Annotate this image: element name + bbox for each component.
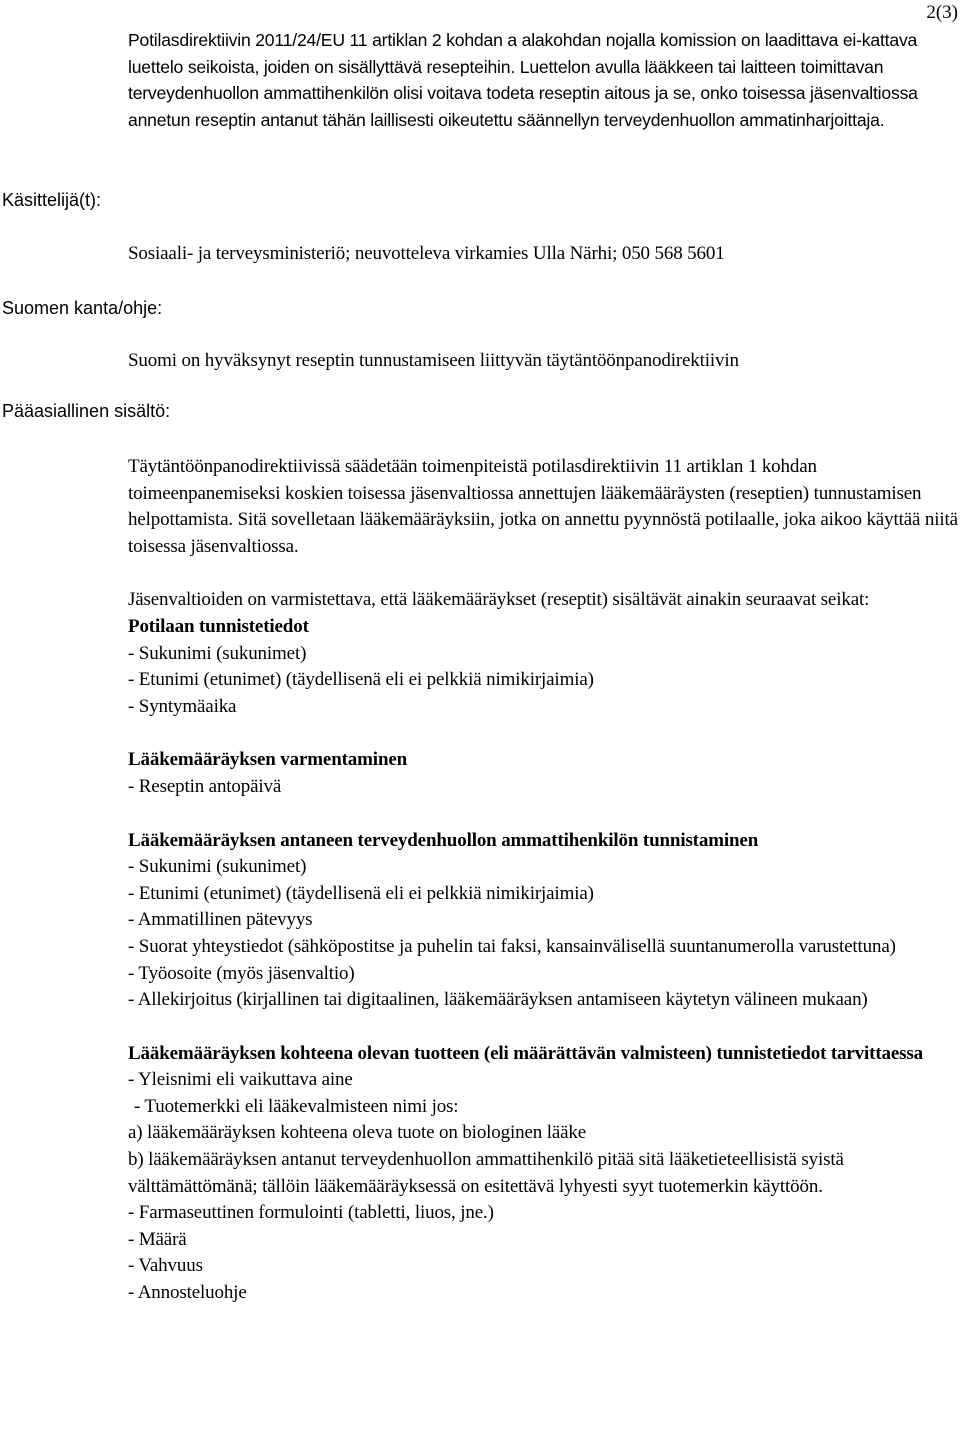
list-item: - Etunimi (etunimet) (täydellisenä eli ei pelkkiä nimikirjaimia)	[128, 669, 594, 691]
section-verification	[128, 747, 960, 800]
position-value: Suomi on hyväksynyt reseptin tunnustamiseen liittyvän täytäntöönpanodirektiivin	[128, 350, 739, 371]
section-heading: Potilaan tunnistetiedot	[128, 615, 309, 637]
list-item: b) lääkemääräyksen antanut terveydenhuollon ammattihenkilö pitää sitä lääketieteellisistä syistä välttämättömänä; tällöin lääkemääräyksessä on esitettävä lyhyesti syyt tuotemerkin käyttöön.	[128, 1149, 844, 1197]
list-item: - Tuotemerkki eli lääkevalmisteen nimi jos:	[134, 1095, 459, 1117]
list-item: - Määrä	[128, 1228, 187, 1250]
list-item: - Sukunimi (sukunimet)	[128, 856, 307, 878]
content-label: Pääasiallinen sisältö:	[2, 401, 171, 421]
list-item: - Reseptin antopäivä	[128, 775, 282, 797]
list-item: - Sukunimi (sukunimet)	[128, 642, 307, 664]
list-item: - Etunimi (etunimet) (täydellisenä eli ei pelkkiä nimikirjaimia)	[128, 882, 594, 904]
section-heading: Lääkemääräyksen varmentaminen	[128, 749, 408, 771]
list-item: - Annosteluohje	[128, 1282, 247, 1304]
main-content	[128, 454, 960, 1307]
main-paragraph-1: Täytäntöönpanodirektiivissä säädetään toimenpiteistä potilasdirektiivin 11 artiklan 1 kohdan toimeenpanemiseksi koskien toisessa jäsenvaltiossa annettujen lääkemääräysten (reseptien) tunnustamisen helpottamista. Sitä sovelletaan lääkemääräyksiin, jotka on annettu pyynnöstä potilaalle, joka aikoo käyttää niitä toisessa jäsenvaltiossa.	[128, 456, 958, 557]
list-item: - Farmaseuttinen formulointi (tabletti, liuos, jne.)	[128, 1202, 494, 1224]
section-prescriber	[128, 828, 960, 1014]
section-product	[128, 1041, 960, 1307]
section-heading: Lääkemääräyksen kohteena olevan tuotteen (eli määrättävän valmisteen) tunnistetiedot tarvittaessa	[128, 1042, 923, 1064]
section-heading: Lääkemääräyksen antaneen terveydenhuollon ammattihenkilön tunnistaminen	[128, 829, 759, 851]
list-item: - Työosoite (myös jäsenvaltio)	[128, 962, 355, 984]
page-number: 2(3)	[926, 2, 958, 23]
handler-value: Sosiaali- ja terveysministeriö; neuvotteleva virkamies Ulla Närhi; 050 568 5601	[128, 243, 725, 264]
list-item: - Syntymäaika	[128, 695, 237, 717]
main-paragraph-2: Jäsenvaltioiden on varmistettava, että lääkemääräykset (reseptit) sisältävät ainakin seuraavat seikat:	[128, 589, 870, 611]
list-item: - Suorat yhteystiedot (sähköpostitse ja puhelin tai faksi, kansainvälisellä suuntanumerolla varustettuna)	[128, 935, 896, 957]
list-item: - Yleisnimi eli vaikuttava aine	[128, 1069, 353, 1091]
section-patient	[128, 614, 960, 720]
intro-text: Potilasdirektiivin 2011/24/EU 11 artiklan 2 kohdan a alakohdan nojalla komission on laadittava ei-kattava luettelo seikoista, joiden on sisällyttävä resepteihin. Luettelon avulla lääkkeen tai laitteen toimittavan terveydenhuollon ammattihenkilön olisi voitava todeta reseptin aitous ja se, onko toisessa jäsenvaltiossa annetun reseptin antanut tähän laillisesti oikeutettu säännellyn terveydenhuollon ammatinharjoittaja.	[128, 30, 918, 130]
intro-paragraph	[128, 27, 960, 133]
list-item: - Ammatillinen pätevyys	[128, 909, 313, 931]
list-item: - Allekirjoitus (kirjallinen tai digitaalinen, lääkemääräyksen antamiseen käytetyn välineen mukaan)	[128, 989, 868, 1011]
position-label: Suomen kanta/ohje:	[2, 298, 163, 318]
handler-label: Käsittelijä(t):	[2, 190, 102, 210]
list-item: a) lääkemääräyksen kohteena oleva tuote on biologinen lääke	[128, 1122, 587, 1144]
list-item: - Vahvuus	[128, 1255, 203, 1277]
